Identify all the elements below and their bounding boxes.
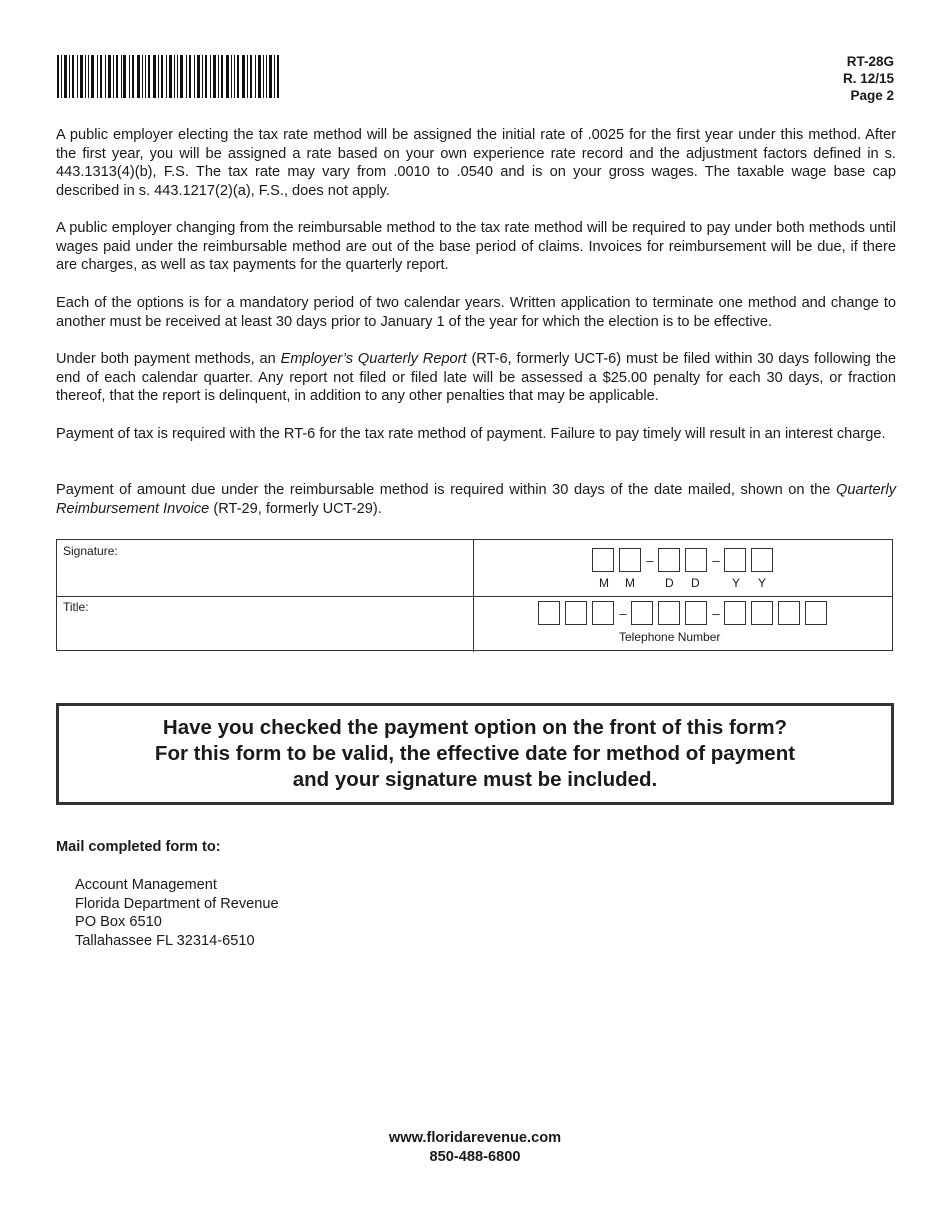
signature-field[interactable] — [57, 540, 474, 596]
date-letter: D — [691, 576, 700, 590]
mail-heading: Mail completed form to: — [56, 839, 221, 855]
page-number: Page 2 — [850, 88, 894, 103]
date-separator: – — [646, 552, 654, 568]
phone-digit-box[interactable] — [805, 601, 827, 625]
date-year-digit-box[interactable] — [751, 548, 773, 572]
form-number: RT-28G — [846, 54, 894, 69]
date-letter: Y — [758, 576, 767, 590]
date-letter: Y — [732, 576, 741, 590]
paragraph-text: Payment of amount due under the reimbursable method is required within 30 days of the date mailed, shown on the — [56, 482, 836, 498]
phone-digit-box[interactable] — [724, 601, 746, 625]
phone-digit-box[interactable] — [751, 601, 773, 625]
address-line: Florida Department of Revenue — [75, 895, 279, 912]
phone-digit-box[interactable] — [565, 601, 587, 625]
title-field[interactable] — [57, 596, 474, 652]
notice-line: and your signature must be included. — [292, 768, 658, 791]
footer-phone: 850-488-6800 — [429, 1148, 521, 1165]
date-year-digit-box[interactable] — [724, 548, 746, 572]
address-line: Account Management — [75, 877, 217, 893]
form-identifier — [843, 53, 894, 104]
form-revision: R. 12/15 — [842, 71, 894, 86]
paragraph-text: Under both payment methods, an — [56, 351, 281, 367]
date-field — [592, 548, 778, 572]
phone-digit-box[interactable] — [658, 601, 680, 625]
paragraph-text: (RT-6, formerly UCT-6) must be filed within 30 days following the end of each calendar quarter. Any report not filed or filed late will be assessed a $25.00 penalty for each 30 days, or fraction thereof, that the report is delinquent, in addition to any other penalties that may be applicable. — [56, 351, 896, 405]
paragraph-quarterly-report — [56, 350, 896, 406]
report-title: Employer’s Quarterly Report — [280, 351, 467, 367]
paragraph-changing-methods: A public employer changing from the reimbursable method to the tax rate method will be required to pay under both methods until wages paid under the reimbursable method are out of the base period of claims. Invoices for reimbursement will be due, if there are charges, as well as tax payments for the quarterly report. — [56, 220, 896, 274]
notice-line: Have you checked the payment option on the front of this form? — [162, 716, 788, 739]
signature-row — [57, 540, 892, 597]
date-letter: D — [665, 576, 674, 590]
phone-digit-box[interactable] — [538, 601, 560, 625]
notice-line: For this form to be valid, the effective date for method of payment — [154, 742, 796, 765]
mailing-address — [75, 876, 279, 950]
paragraph-tax-rate-method: A public employer electing the tax rate method will be assigned the initial rate of .0025 for the first year under this method. After the first year, you will be assigned a rate based on your own experience rate record and the adjustment factors defined in s. 443.1313(4)(b), F.S. The tax rate may vary from .0010 to .0540 and is on your gross wages. The taxable wage base cap described in s. 443.1217(2)(a), F.S., does not apply. — [56, 127, 896, 199]
signature-table — [56, 539, 893, 651]
title-label: Title: — [63, 600, 89, 614]
phone-digit-box[interactable] — [631, 601, 653, 625]
phone-separator: – — [619, 605, 627, 621]
notice-box — [56, 703, 894, 805]
invoice-title: Quarterly Reimbursement Invoice — [56, 482, 896, 517]
title-row — [57, 596, 892, 652]
telephone-number-label: Telephone Number — [619, 630, 721, 644]
date-month-digit-box[interactable] — [619, 548, 641, 572]
address-line: PO Box 6510 — [75, 914, 162, 931]
date-day-digit-box[interactable] — [685, 548, 707, 572]
date-letter: M — [625, 576, 635, 590]
signature-label: Signature: — [63, 544, 118, 558]
paragraph-text: (RT-29, formerly UCT-29). — [209, 500, 382, 517]
phone-digit-box[interactable] — [778, 601, 800, 625]
paragraph-payment-of-tax: Payment of tax is required with the RT-6 for the tax rate method of payment. Failure to pay timely will result in an interest charge. — [56, 426, 886, 442]
paragraph-reimbursable-payment — [56, 481, 896, 518]
phone-digit-box[interactable] — [685, 601, 707, 625]
website-link[interactable]: www.floridarevenue.com — [388, 1130, 562, 1146]
date-month-digit-box[interactable] — [592, 548, 614, 572]
paragraph-mandatory-period: Each of the options is for a mandatory period of two calendar years. Written application to terminate one method and change to another must be received at least 30 days prior to January 1 of the year for which the election is to be effective. — [56, 295, 896, 330]
phone-separator: – — [712, 605, 720, 621]
footer — [0, 1129, 950, 1166]
phone-digit-box[interactable] — [592, 601, 614, 625]
telephone-field — [538, 601, 832, 625]
date-letter: M — [599, 576, 609, 590]
address-line: Tallahassee FL 32314-6510 — [75, 932, 255, 949]
barcode-image — [57, 55, 279, 98]
date-day-digit-box[interactable] — [658, 548, 680, 572]
date-separator: – — [712, 552, 720, 568]
